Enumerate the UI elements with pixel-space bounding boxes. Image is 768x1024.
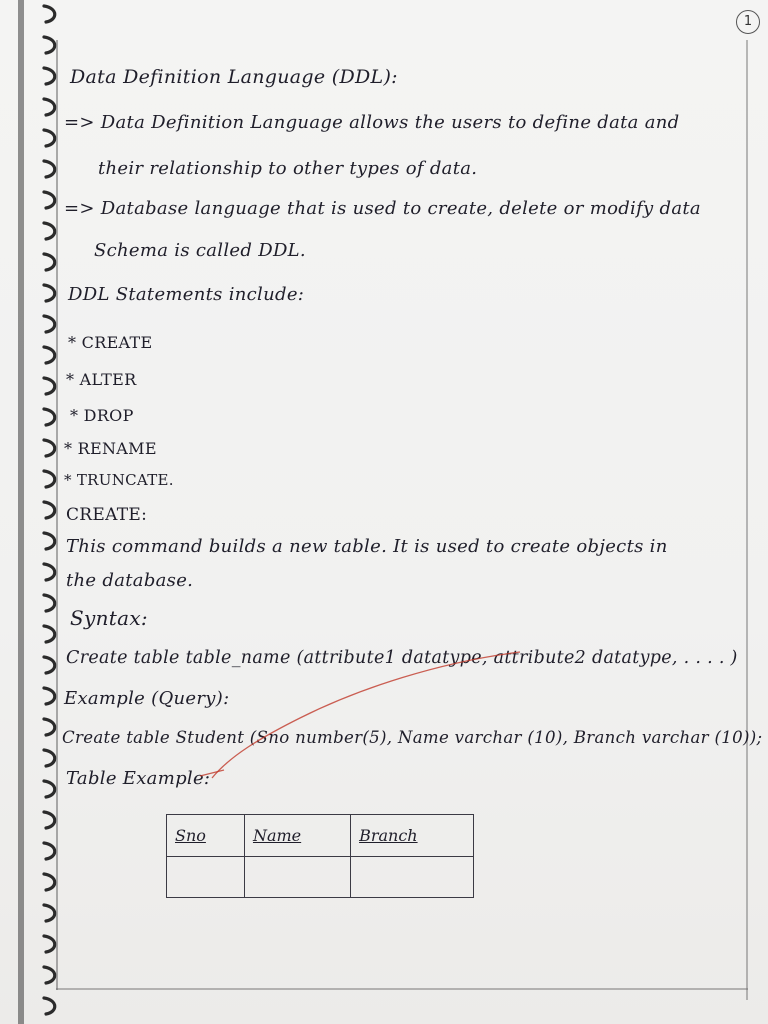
table-row (167, 856, 474, 898)
spiral-ring (44, 936, 55, 952)
spiral-ring (44, 719, 55, 735)
statement-item-truncate: * TRUNCATE. (64, 471, 174, 489)
statement-item-rename: * RENAME (64, 439, 157, 458)
spiral-ring (44, 657, 55, 673)
create-desc-line-2: the database. (66, 570, 194, 591)
spiral-ring (44, 626, 55, 642)
table-cell (167, 856, 245, 898)
table-cell (351, 856, 474, 898)
spiral-ring (44, 781, 55, 797)
spiral-ring (44, 378, 55, 394)
spiral-ring (44, 316, 55, 332)
spiral-ring (44, 37, 55, 53)
create-heading: CREATE: (66, 505, 148, 525)
example-query: Create table Student (Sno number(5), Name varchar (10), Branch varchar (10)); (62, 728, 763, 747)
spiral-ring (44, 564, 55, 580)
spiral-ring (44, 192, 55, 208)
table-header-name: Name (244, 815, 350, 857)
bottom-border-line (56, 988, 748, 990)
table-example-heading: Table Example: (66, 768, 211, 789)
statement-item-create: * CREATE (68, 333, 153, 352)
syntax-text: Create table table_name (attribute1 datatype, attribute2 datatype, . . . . ) (66, 648, 738, 668)
spiral-ring (44, 6, 55, 22)
spiral-ring (44, 254, 55, 270)
statements-heading: DDL Statements include: (68, 284, 305, 305)
spiral-ring (44, 440, 55, 456)
student-table (166, 814, 474, 898)
spiral-ring (44, 905, 55, 921)
spiral-ring (44, 409, 55, 425)
point-1-line-1: => Data Definition Language allows the users to define data and (64, 112, 680, 133)
spiral-ring (44, 874, 55, 890)
table-header-branch: Branch (351, 815, 474, 857)
point-2-line-1: => Database language that is used to create, delete or modify data (64, 198, 701, 219)
spiral-ring (44, 998, 55, 1014)
spiral-ring (44, 99, 55, 115)
spiral-ring (44, 347, 55, 363)
spiral-ring (44, 843, 55, 859)
table-cell (244, 856, 350, 898)
example-heading: Example (Query): (64, 688, 230, 709)
spiral-ring (44, 471, 55, 487)
page-number: 1 (736, 10, 760, 34)
point-1-line-2: their relationship to other types of data. (98, 158, 478, 179)
spiral-ring (44, 68, 55, 84)
table-header-sno: Sno (167, 815, 245, 857)
point-2-line-2: Schema is called DDL. (94, 240, 306, 261)
spiral-binding (0, 0, 60, 1024)
table-header-row (167, 815, 474, 857)
spiral-ring (44, 161, 55, 177)
ddl-heading: Data Definition Language (DDL): (70, 66, 398, 88)
right-border-line (746, 40, 748, 1000)
spiral-ring (44, 533, 55, 549)
spiral-ring (44, 130, 55, 146)
spiral-ring (44, 688, 55, 704)
spiral-ring (44, 750, 55, 766)
spiral-ring (44, 595, 55, 611)
spiral-ring (44, 967, 55, 983)
create-desc-line-1: This command builds a new table. It is used to create objects in (66, 536, 668, 557)
statement-item-alter: * ALTER (66, 370, 137, 389)
spiral-ring (44, 812, 55, 828)
syntax-heading: Syntax: (70, 606, 148, 630)
spiral-ring (44, 223, 55, 239)
spiral-ring (44, 285, 55, 301)
statement-item-drop: * DROP (70, 406, 134, 425)
margin-line (56, 40, 58, 990)
spiral-ring (44, 502, 55, 518)
